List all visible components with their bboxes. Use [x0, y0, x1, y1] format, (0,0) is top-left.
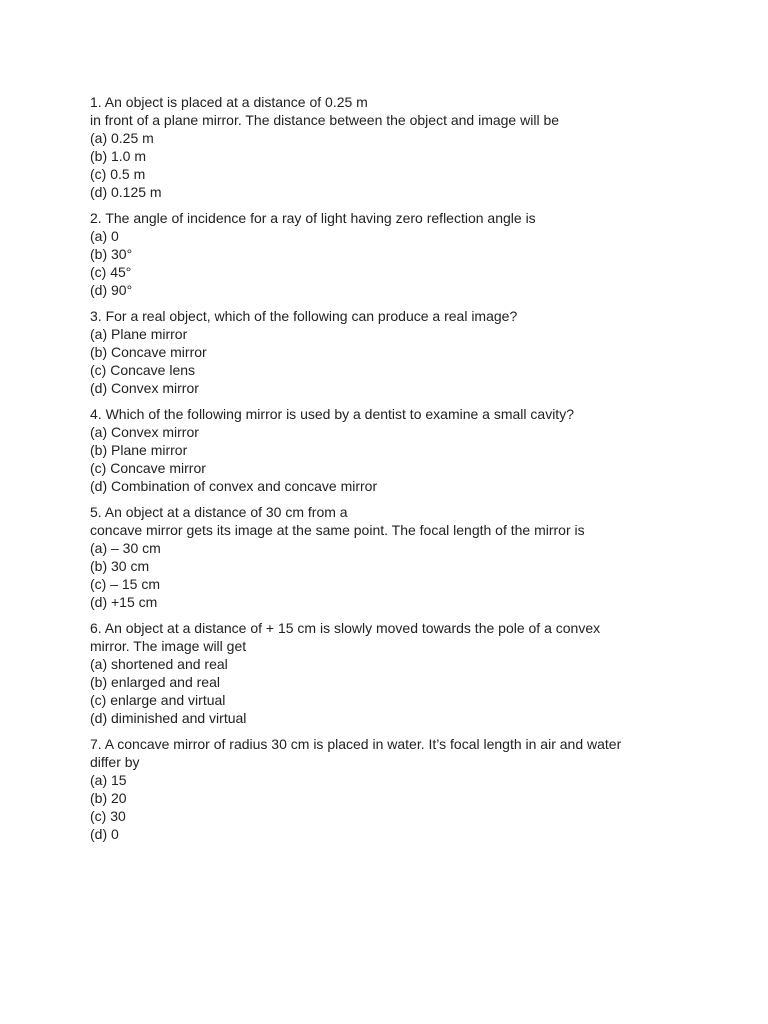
question-stem-line: 7. A concave mirror of radius 30 cm is placed in water. It’s focal length in air and water [90, 736, 622, 752]
option-b: (b) Plane mirror [90, 442, 188, 458]
question-stem-line: in front of a plane mirror. The distance between the object and image will be [90, 112, 560, 128]
option-b: (b) enlarged and real [90, 674, 220, 690]
question-stem-line: 4. Which of the following mirror is used by a dentist to examine a small cavity? [90, 406, 574, 422]
option-d: (d) Convex mirror [90, 380, 199, 396]
question-7 [90, 735, 710, 843]
question-1 [90, 93, 710, 201]
question-stem-line: 6. An object at a distance of + 15 cm is slowly moved towards the pole of a convex [90, 620, 601, 636]
question-3 [90, 307, 710, 397]
option-a: (a) Plane mirror [90, 326, 188, 342]
option-d: (d) diminished and virtual [90, 710, 247, 726]
option-d: (d) 0 [90, 826, 119, 842]
option-b: (b) Concave mirror [90, 344, 207, 360]
option-a: (a) 15 [90, 772, 127, 788]
question-2 [90, 209, 710, 299]
option-c: (c) 30 [90, 808, 126, 824]
option-d: (d) 0.125 m [90, 184, 162, 200]
option-b: (b) 20 [90, 790, 127, 806]
question-stem-line: 5. An object at a distance of 30 cm from a [90, 504, 348, 520]
option-a: (a) – 30 cm [90, 540, 161, 556]
option-c: (c) – 15 cm [90, 576, 161, 592]
option-c: (c) Concave mirror [90, 460, 206, 476]
option-d: (d) Combination of convex and concave mirror [90, 478, 378, 494]
option-a: (a) 0 [90, 228, 119, 244]
question-stem-line: concave mirror gets its image at the same point. The focal length of the mirror is [90, 522, 585, 538]
option-b: (b) 1.0 m [90, 148, 147, 164]
option-b: (b) 30° [90, 246, 133, 262]
option-d: (d) +15 cm [90, 594, 158, 610]
question-5 [90, 503, 710, 611]
question-stem-line: mirror. The image will get [90, 638, 247, 654]
option-c: (c) 45° [90, 264, 132, 280]
option-a: (a) Convex mirror [90, 424, 199, 440]
question-stem-line: 2. The angle of incidence for a ray of light having zero reflection angle is [90, 210, 536, 226]
option-a: (a) shortened and real [90, 656, 228, 672]
option-c: (c) Concave lens [90, 362, 196, 378]
question-stem-line: differ by [90, 754, 140, 770]
question-6 [90, 619, 710, 727]
question-4 [90, 405, 710, 495]
option-d: (d) 90° [90, 282, 133, 298]
option-c: (c) 0.5 m [90, 166, 146, 182]
option-b: (b) 30 cm [90, 558, 150, 574]
quiz-document [90, 93, 710, 851]
question-stem-line: 3. For a real object, which of the following can produce a real image? [90, 308, 518, 324]
option-a: (a) 0.25 m [90, 130, 154, 146]
question-stem-line: 1. An object is placed at a distance of 0.25 m [90, 94, 368, 110]
option-c: (c) enlarge and virtual [90, 692, 226, 708]
